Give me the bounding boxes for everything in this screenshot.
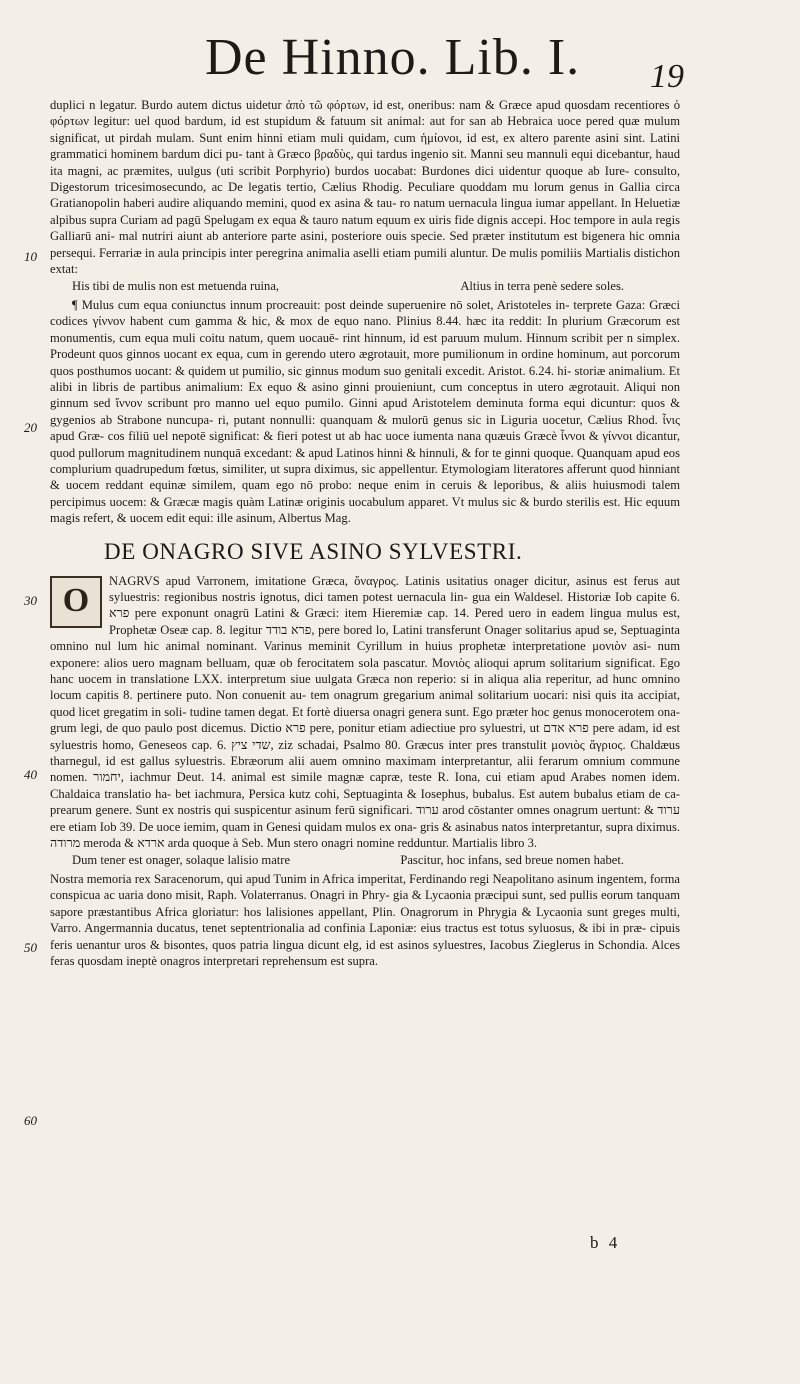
running-title: De Hinno. Lib. I. (205, 29, 581, 86)
verse-line: Pascitur, hoc infans, sed breue nomen habet. (400, 853, 624, 868)
verse-line: Altius in terra penè sedere soles. (460, 279, 624, 294)
running-head (0, 28, 800, 98)
margin-line-number: 60 (24, 1113, 37, 1128)
folio-number: 19 (650, 58, 684, 95)
section-heading: DE ONAGRO SIVE ASINO SYLVESTRI. (104, 538, 523, 564)
signature-mark: b 4 (590, 1233, 621, 1252)
paragraph: duplici n legatur. Burdo autem dictus uidetur ἀπὸ τῶ φόρτων, id est, oneribus: nam & Græce apud quosdam recentiores ὁ φόρτων legitur: uel quod bardum, id est stupidum & fatuum sit animal: aut for san ab Hebraica uoce pered quæ mulum significat, ut pirdah mulam. Sunt enim hinni etiam muli quidam, cum ἡμίονοι, id est, ex altero parente asini sint. Latini grammatici hominem bardum dici pu- tant à Græco βραδὺς, qui tardus ingenio sit. Manni seu mannuli equi dicebantur, haud ita magni, ac præmites, uulgus (uti scribit Porphyrio) burdos uocabat: Burdones dici uidentur quoque ab Iure- consulto, Digestorum tricesimosecundo, ac De legatis tertio, Cælius Rhodig. Peculiare quoddam mu lorum genus in Gallia circa Gratianopolin haberi audire aliquando memini, quod ex asina & tau- ro natum uernacula lingua iumar appellant. In Heluetiæ alpibus supra Curiam ad pagū Spelugam ex equa & tauro natum equum ex uiris fide dignis accepi. Hoc tempore in aula regis Galliarū ani- mal nutriri aiunt ab anteriore parte asini, posteriore ouis specie. Sed præter institutum est bigenera hic omnia persequi. Ferrariæ in aula principis inter peregrina animalia aselli etiam pumili aluntur. De mulis pomiliis Martialis distichon extat: (50, 98, 680, 277)
verse-distich (50, 852, 680, 868)
margin-line-number: 40 (24, 767, 37, 782)
verse-distich (50, 278, 680, 294)
verse-line: Dum tener est onager, solaque lalisio matre (72, 853, 291, 868)
decorated-initial: O (50, 576, 102, 628)
paragraph: NAGRVS apud Varronem, imitatione Græca, ὄναγρος. Latinis usitatius onager dicitur, asinus est ferus aut syluestris: regionibus nostris ignotus, dici tamen potest uernacula lin- gua ein Waldesel. Historiæ Iob capite 6. פרא pere exponunt onagrū Latini & Græci: item Hieremiæ cap. 14. Pered uero in eadem lingua mulus est, Prophetæ Oseæ cap. 8. legitur פרא בודד, pere bored lo, Latini transferunt Onager solitarius apud se, Septuaginta omnino nul lum hic animal nominant. Varinus meminit Cyrillum in huius prophetæ interpretatione μονιὸν asi- num exponere: alios uero magnam belluam, quæ ob ferocitatem sola pascatur. Μονιὸς alioqui aprum solitarium significat. Ego hanc uocem in translatione LXX. interpretum siue uulgata Græca non reperio: si in aliqua alia reperitur, ad hunc omnino locum capitis 8. pertinere puto. Non conuenit au- tem onagrum gregarium animal solitarium uocari: nisi quis ita accipiat, quod licet gregatim in soli- tudine tamen degat. Et fortè diuersa onagri genera sunt. Ego præter hoc genus monocerotem ona- grum legi, de quo paulo post dicemus. Dictio פרא pere, ponitur etiam adiectiue pro syluestri, ut פרא אדם pere adam, id est syluestris homo, Geneseos cap. 6. שדי ציץ, ziz schadai, Psalmo 80. Græcus inter pres transtulit μονιὸς ἄγριος. Chaldæus tharnegul, id est gallus syluestris. Ebræorum alii auem omnino maximam interpretantur, alii ferarum omnium commune nomen. יחמור, iachmur Deut. 14. animal est simile magnæ capræ, teste R. Iona, cui etiam apud Arabes nomen idem. Chaldaica translatio ha- bet iachmura, Persica kutz cohi, Septuaginta & Iosephus, bubalus. Est autem bubalus etiam de ca- prearum genere. Sunt ex nostris qui suspicentur asinum ferū significari. ערוד arod cōstanter omnes onagrum uertunt: & ערוד ere etiam Iob 39. De uoce iemim, quam in Genesi quidam mulos ex ona- gris & asinabus natos interpretantur, supra diximus. מרודה meroda & ארדא arda quoque à Seb. Mun stero onagri nomine redduntur. Martialis libro 3. (50, 573, 681, 851)
verse-line: His tibi de mulis non est metuenda ruina, (72, 279, 280, 294)
paragraph: Nostra memoria rex Saracenorum, qui apud Tunim in Africa imperitat, Ferdinando regi Neapolitano asinum ingentem, forma conspicua ac uaria dono misit, Raph. Volaterranus. Onagri in Phry- gia & Lycaonia præcipui sunt, sed pullis eorum tanquam sapore præstantibus Africa gloriatur: hos lalisiones appellant, Plin. Onagrorum in Phrygia & Lycaonia sunt greges multi, Varro. Angermannia ducatus, tenet septentrionalia ad confinia Laponiæ: eius tractus est totus syluosus, & ibi in præ- cipuis feris uenantur uros & bisontes, quos patria lingua dicunt elg, id est asinos syluestres, Iacobus Zieglerus in Schondia. Alces feras quosdam ineptè onagros interpretari reprehensum est supra. (50, 871, 680, 968)
section-body (50, 573, 680, 852)
margin-line-number: 20 (24, 420, 37, 435)
margin-line-number: 30 (24, 593, 37, 608)
paragraph: ¶ Mulus cum equa coniunctus innum procreauit: post deinde superuenire nō solet, Aristoteles in- terprete Gaza: Græci codices γίννον habent cum gamma & hic, & mox de equo nano. Plinius 8.44. hæc ita reddit: In plurium Græcorum est monumentis, cum equa muli coitu natum, quem uocauē- rint hinnum, id est paruum mulum. Hinnum scribit per n simplex. Prodeunt quos ginnos uocant ex equa, cum in gerendo utero ægrotauit, more pumilionum in ordine hominum, aut porcorum quos posthumos uocant: & quidem ut pumilio, sic ginnus modum suo genitali excedit. Aristot. 6.24. hi- storiæ animalium. Et alibi in libris de partibus animalium: Ex equo & asino ginni prouieniunt, cum conceptus in utero ægrotauit. Aliqui non ginnum sed ἴννον scribunt pro manno uel equo pumilo. Ginni apud Aristotelem deminuta forma equi dicuntur: quos & gygenios ab Strabone nuncupa- ri, putant nonnulli: quanquam & mulorū genus sic in Liguria uocetur, Cælius Rhod. ἶνις apud Græ- cos filiū uel nepotē significat: & fieri potest ut ab hac uoce iumenta nana quæuis Græcè ἶννοι & γίννοι dicantur, quod pullorum magnitudinem nunquā excedant: & apud Latinos hinni & hinnuli, & for te ginni quoque. Quanquam apud eos complurium quadrupedum fœtus, similiter, ut supra diximus, sic appellentur. Etymologiam literatores afferunt quod hinniant & uocem reddant equinæ similem, quam ego nō probo: neque enim in ceruis & leporibus, & aliis huiusmodi talem percipimus uocem: & Græcæ magis quàm Latinæ originis uocabulum apparet. Vt mulus sic & burdo sterilis est. Hic equum magis refert, & uocem edit equi: ille asinum, Albertus Mag. (50, 297, 680, 526)
margin-line-number: 10 (24, 249, 37, 264)
margin-line-number: 50 (24, 940, 37, 955)
main-text (50, 97, 680, 969)
